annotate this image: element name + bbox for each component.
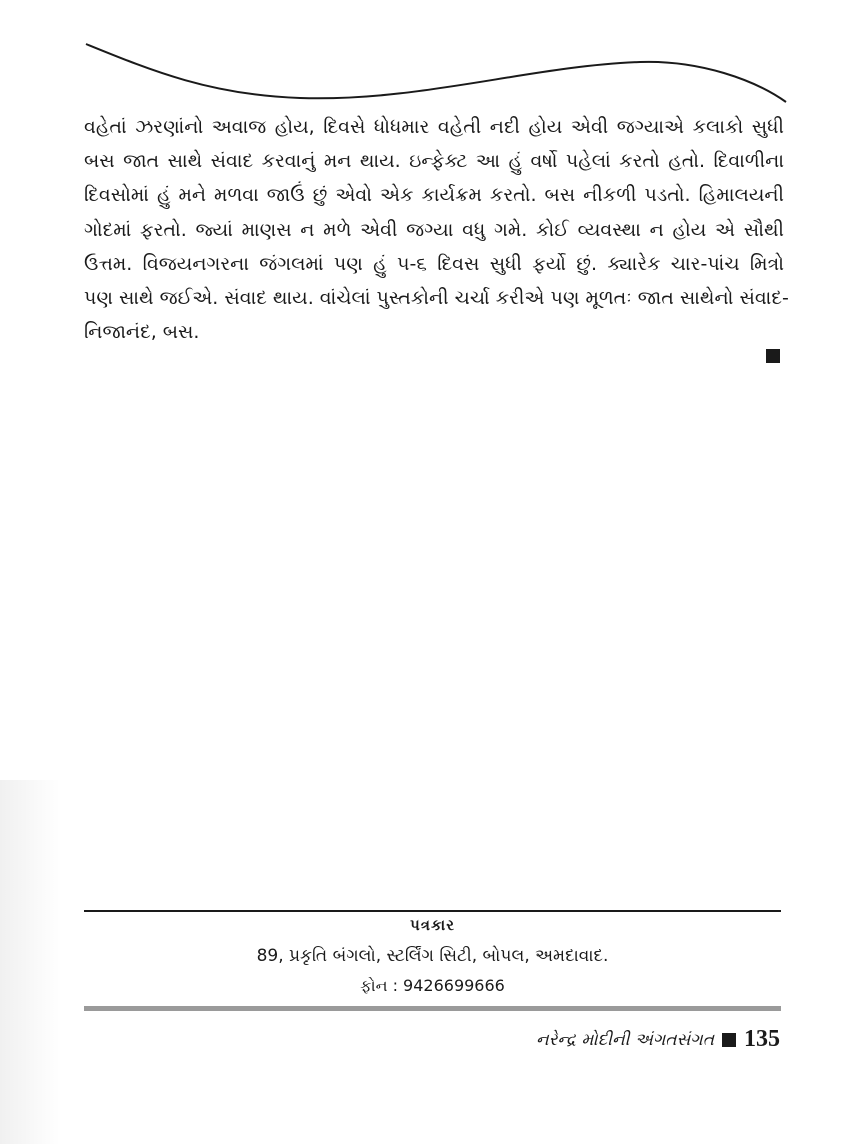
page-edge-shadow: [0, 780, 60, 1144]
text-line: વહેતાં ઝરણાંનો અવાજ હોય, દિવસે ધોધમાર વહેતી નદી હોય એવી જગ્યાએ કલાકો સુધી: [84, 116, 784, 138]
text-line: ઉત્તમ. વિજયનગરના જંગલમાં પણ હું ૫-૬ દિવસ સુધી ફર્યો છું. ક્યારેક ચાર-પાંચ મિત્રો: [84, 252, 784, 275]
author-phone: ફોન : 9426699666: [360, 976, 505, 995]
separator-square-icon: [722, 1033, 736, 1047]
author-role: પત્રકાર: [410, 916, 455, 934]
end-of-article-square-icon: [766, 349, 780, 363]
footer-bottom-rule: [84, 1006, 781, 1011]
text-line: નિજાનંદ, બસ.: [84, 321, 200, 344]
text-line: બસ જાત સાથે સંવાદ કરવાનું મન થાય. ઇન્ફેક્ટ આ હું વર્ષો પહેલાં કરતો હતો. દિવાળીના: [84, 150, 784, 173]
book-title: નરેન્દ્ર મોદીની અંગતસંગત: [535, 1029, 714, 1050]
text-line: ગોદમાં ફરતો. જ્યાં માણસ ન મળે એવી જગ્યા વધુ ગમે. કોઈ વ્યવસ્થા ન હોય એ સૌથી: [84, 218, 784, 241]
footer-top-rule: [84, 910, 781, 912]
running-footer: [536, 1026, 780, 1053]
page-number: 135: [744, 1026, 780, 1052]
text-line: દિવસોમાં હું મને મળવા જાઉં છું એવો એક કાર્યક્રમ કરતો. બસ નીકળી પડતો. હિમાલયની: [84, 184, 784, 207]
decorative-wave-line: [0, 0, 855, 120]
text-line: પણ સાથે જઈએ. સંવાદ થાય. વાંચેલાં પુસ્તકોની ચર્ચા કરીએ પણ મૂળતઃ જાત સાથેનો સંવાદ-: [84, 287, 789, 310]
author-address: 89, પ્રકૃતિ બંગલો, સ્ટર્લિંગ સિટી, બોપલ, અમદાવાદ.: [256, 946, 609, 966]
body-paragraph: [84, 110, 789, 349]
